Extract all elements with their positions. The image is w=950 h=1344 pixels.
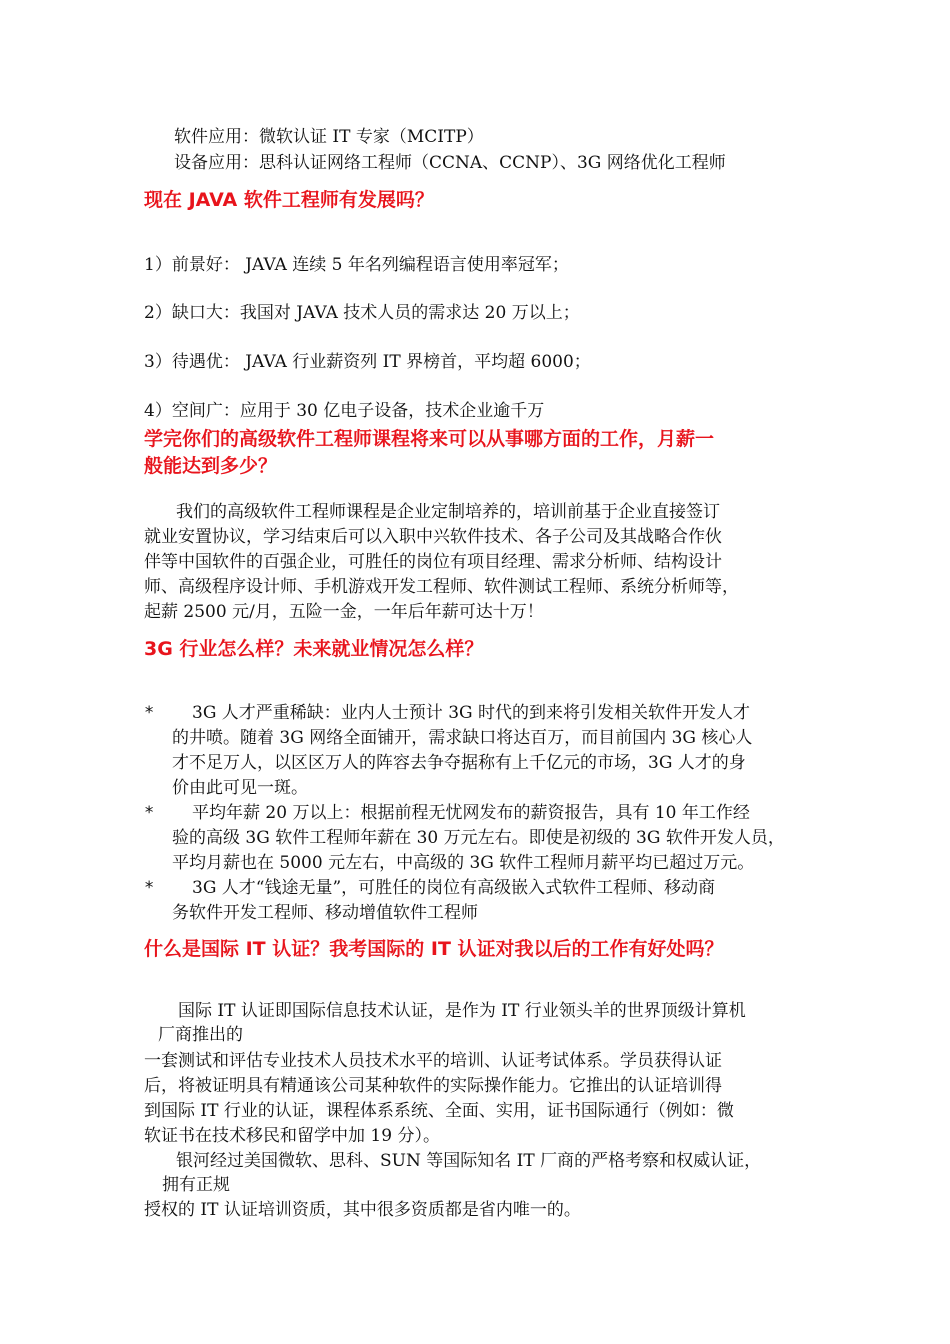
java-point-3: 3）待遇优： JAVA 行业薪资列 IT 界榜首，平均超 6000；: [144, 352, 591, 372]
course-paragraph-line: 我们的高级软件工程师课程是企业定制培养的，培训前基于企业直接签订: [176, 502, 720, 522]
java-point-4: 4）空间广：应用于 30 亿电子设备，技术企业逾千万: [144, 401, 545, 421]
bullet-marker: *: [144, 803, 155, 823]
threeg-bullet-3-line: 务软件开发工程师、移动增值软件工程师: [172, 903, 478, 923]
threeg-bullet-3-line: 3G 人才“钱途无量”，可胜任的岗位有高级嵌入式软件工程师、移动商: [192, 878, 716, 898]
course-heading-line-1: 学完你们的高级软件工程师课程将来可以从事哪方面的工作，月薪一: [144, 428, 715, 450]
threeg-bullet-2-line: 验的高级 3G 软件工程师年薪在 30 万元左右。即使是初级的 3G 软件开发人员，: [172, 828, 785, 848]
cert-heading: 什么是国际 IT 认证？我考国际的 IT 认证对我以后的工作有好处吗？: [144, 938, 724, 960]
java-point-1: 1）前景好： JAVA 连续 5 年名列编程语言使用率冠军；: [144, 255, 569, 275]
intro-software-line: 软件应用：微软认证 IT 专家（MCITP）: [174, 127, 484, 147]
cert-paragraph-line: 银河经过美国微软、思科、SUN 等国际知名 IT 厂商的严格考察和权威认证，: [176, 1151, 762, 1171]
cert-paragraph-line: 国际 IT 认证即国际信息技术认证，是作为 IT 行业领头羊的世界顶级计算机: [178, 1001, 746, 1021]
bullet-marker: *: [144, 703, 155, 723]
cert-paragraph-line: 一套测试和评估专业技术人员技术水平的培训、认证考试体系。学员获得认证: [144, 1051, 722, 1071]
threeg-bullet-2-line: 平均月薪也在 5000 元左右，中高级的 3G 软件工程师月薪平均已超过万元。: [172, 853, 755, 873]
course-paragraph-line: 师、高级程序设计师、手机游戏开发工程师、软件测试工程师、系统分析师等，: [144, 577, 739, 597]
threeg-bullet-1-line: 的井喷。随着 3G 网络全面铺开，需求缺口将达百万，而目前国内 3G 核心人: [172, 728, 753, 748]
cert-paragraph-line: 后，将被证明具有精通该公司某种软件的实际操作能力。它推出的认证培训得: [144, 1076, 722, 1096]
course-paragraph-line: 就业安置协议，学习结束后可以入职中兴软件技术、各子公司及其战略合作伙: [144, 527, 722, 547]
cert-paragraph-line: 厂商推出的: [158, 1025, 243, 1045]
intro-device-line: 设备应用：思科认证网络工程师（CCNA、CCNP）、3G 网络优化工程师: [174, 153, 726, 173]
bullet-marker: *: [144, 878, 155, 898]
cert-paragraph-line: 拥有正规: [162, 1175, 230, 1195]
threeg-bullet-1-line: 3G 人才严重稀缺：业内人士预计 3G 时代的到来将引发相关软件开发人才: [192, 703, 751, 723]
cert-paragraph-line: 软证书在技术移民和留学中加 19 分）。: [144, 1126, 440, 1146]
java-point-2: 2）缺口大：我国对 JAVA 技术人员的需求达 20 万以上；: [144, 303, 580, 323]
java-heading: 现在 JAVA 软件工程师有发展吗？: [144, 189, 434, 211]
threeg-bullet-2-line: 平均年薪 20 万以上：根据前程无忧网发布的薪资报告，具有 10 年工作经: [192, 803, 750, 823]
course-heading-line-2: 般能达到多少？: [144, 455, 278, 477]
cert-paragraph-line: 授权的 IT 认证培训资质，其中很多资质都是省内唯一的。: [144, 1200, 581, 1220]
threeg-bullet-1-line: 价由此可见一斑。: [172, 778, 308, 798]
course-paragraph-line: 起薪 2500 元/月，五险一金，一年后年薪可达十万！: [144, 602, 544, 622]
course-paragraph-line: 伴等中国软件的百强企业，可胜任的岗位有项目经理、需求分析师、结构设计: [144, 552, 722, 572]
threeg-bullet-1-line: 才不足万人，以区区万人的阵容去争夺据称有上千亿元的市场，3G 人才的身: [172, 753, 746, 773]
cert-paragraph-line: 到国际 IT 行业的认证，课程体系系统、全面、实用，证书国际通行（例如：微: [144, 1101, 734, 1121]
threeg-heading: 3G 行业怎么样？未来就业情况怎么样？: [144, 638, 484, 660]
